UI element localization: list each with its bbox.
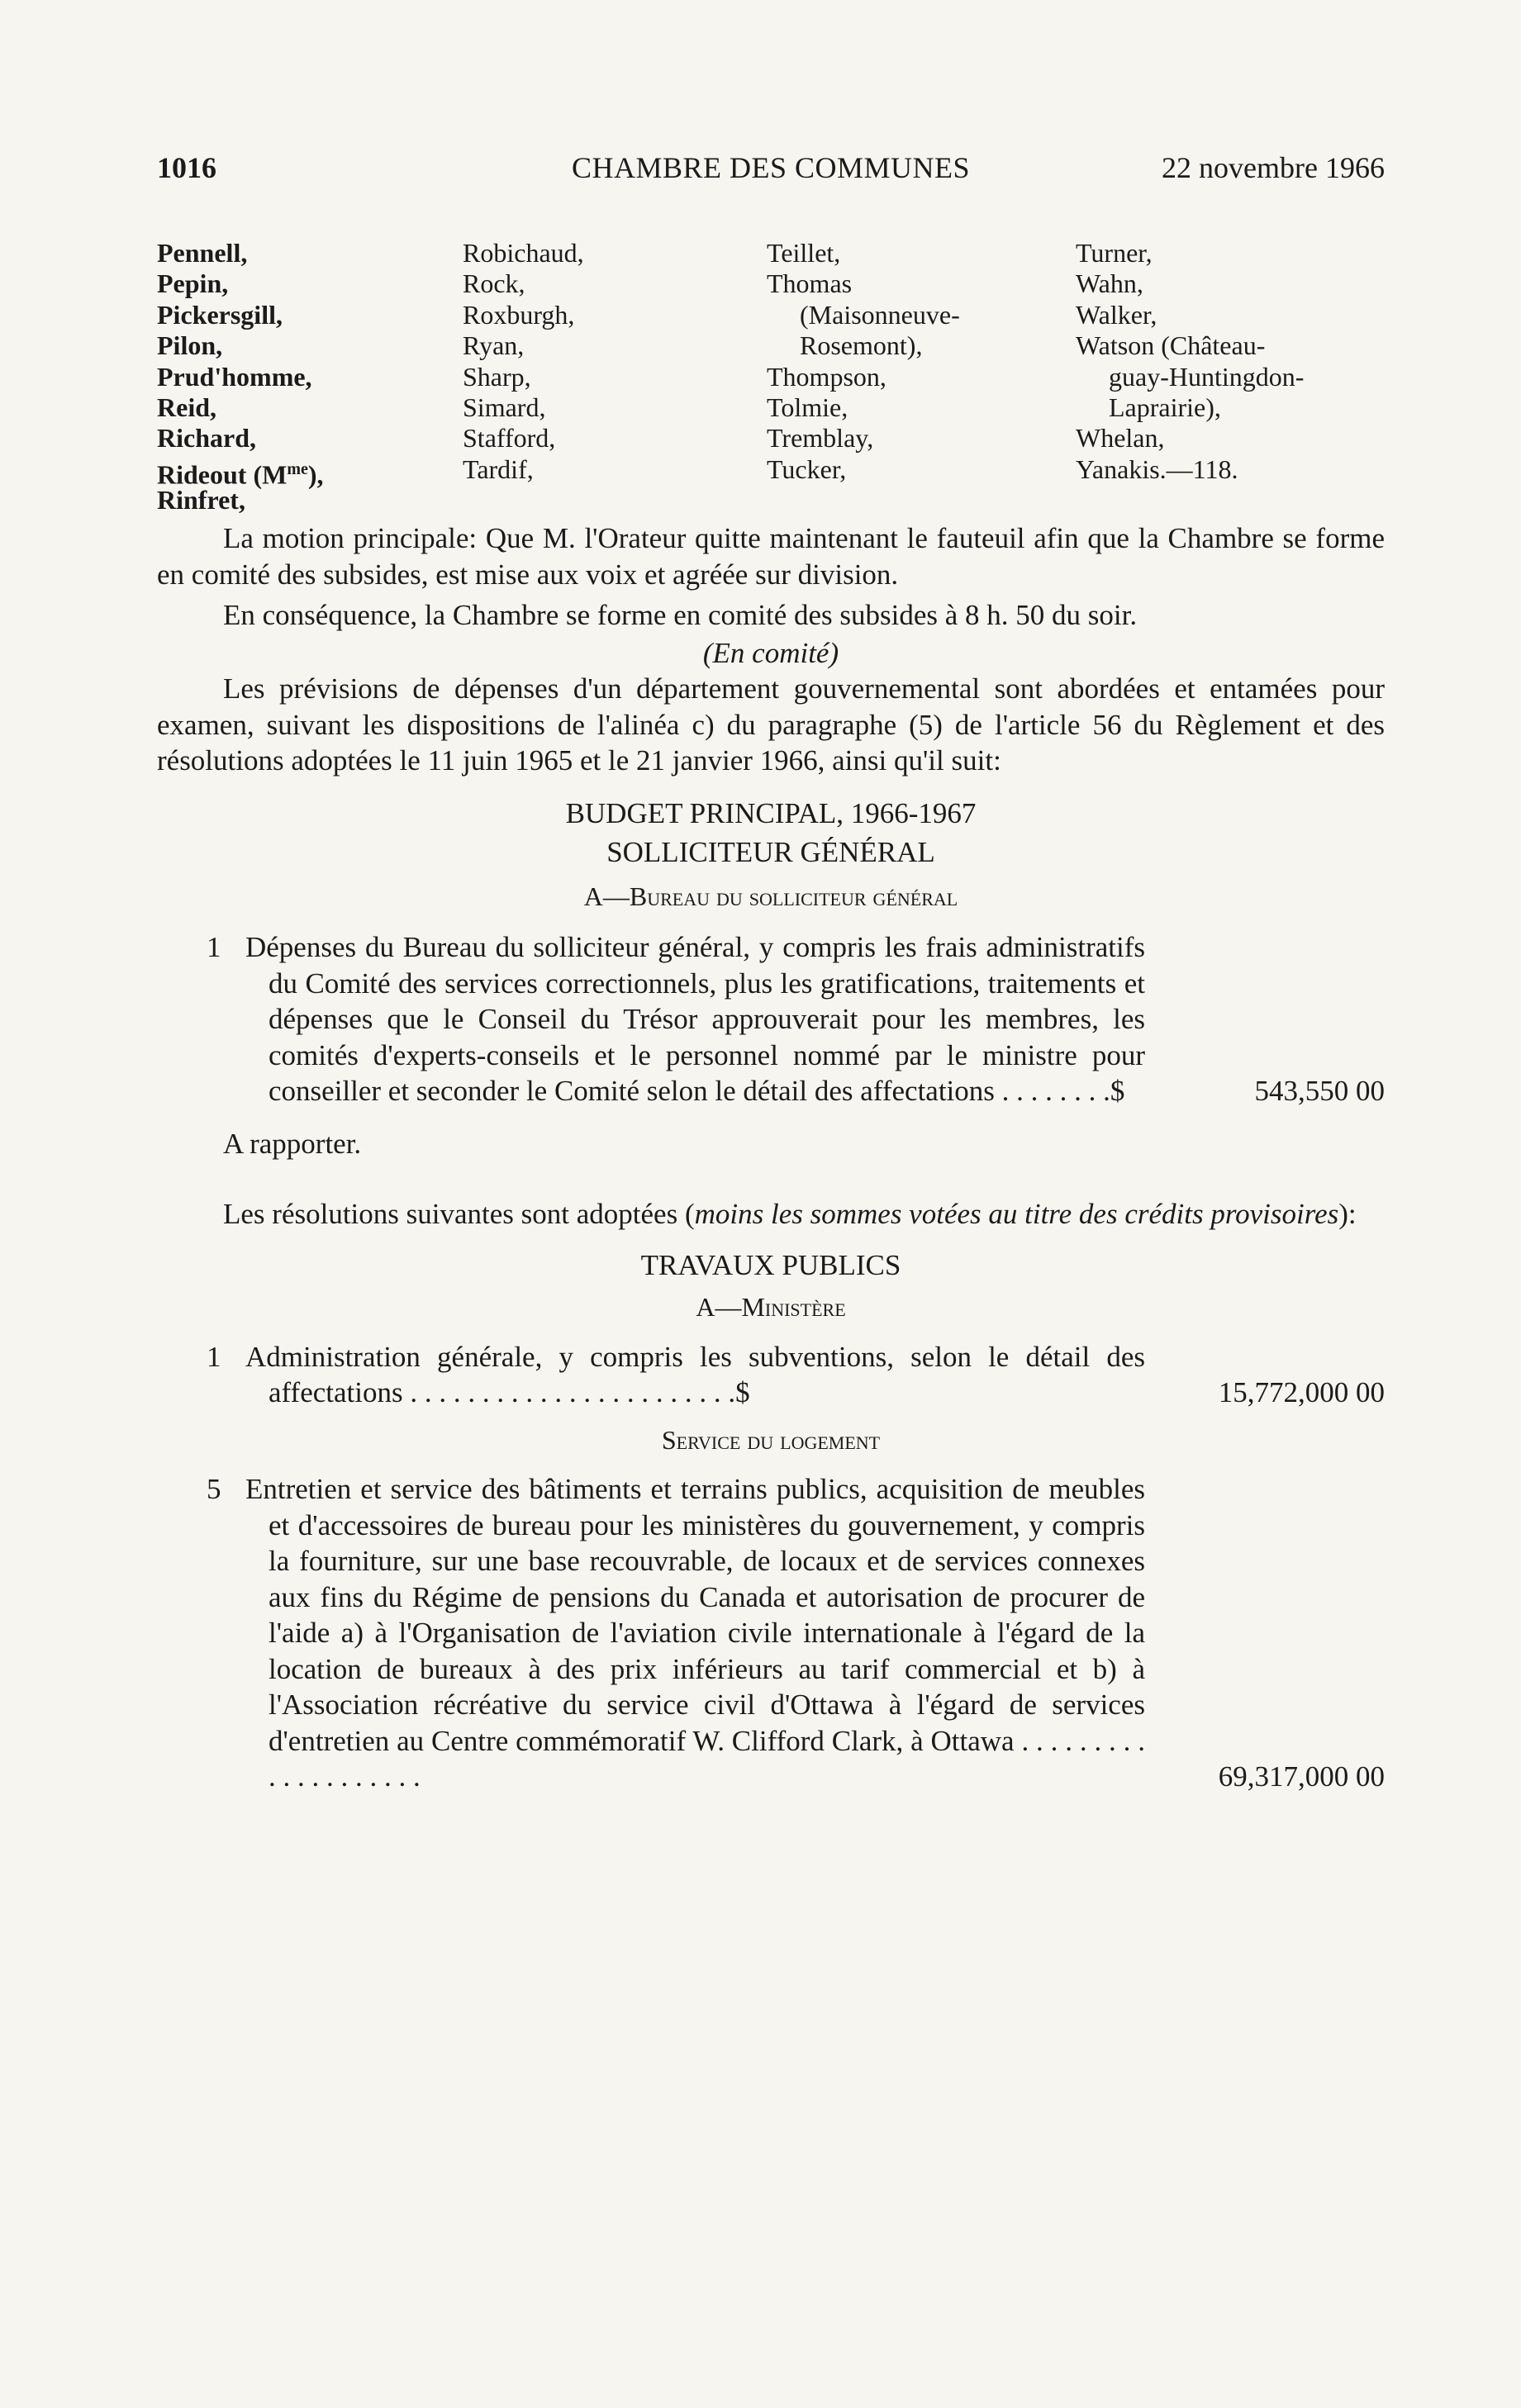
member-name: Turner, xyxy=(1076,238,1153,268)
vote-item-2 xyxy=(157,1339,1385,1411)
member-name: Rideout $(M^{me})$, xyxy=(157,459,324,490)
vote-description: Administration générale, y compris les subventions, selon le détail des affectations . . . . . . . . . . . . . . . . . . . . . . .$ xyxy=(245,1340,1145,1408)
travaux-heading: TRAVAUX PUBLICS xyxy=(640,1248,901,1281)
paragraph-motion: La motion principale: Que M. l'Orateur quitte maintenant le fauteuil afin que la Chambre se forme en comité des subsides, est mise aux voix et agréée sur division. xyxy=(157,522,1385,591)
member-name: Pennell, xyxy=(157,238,248,268)
page-header xyxy=(157,150,1385,197)
vote-description: Entretien et service des bâtiments et terrains publics, acquisition de meubles et d'accessoires de bureau pour les ministères du gouvernement, y compris la fourniture, sur une base recouvrable, de locaux et de services connexes aux fins du Régime de pensions du Canada et autorisation de procurer de l'aide a) à l'Organisation de l'aviation civile internationale à l'égard de la location de bureaux à des prix inférieurs au tarif commercial et b) à l'Association récréative du service civil d'Ottawa à l'égard de services d'entretien au Centre commémoratif W. Clifford Clark, à Ottawa . . . . . . . . . . . . . . . . . . . . xyxy=(245,1473,1145,1793)
member-name: Pickersgill, xyxy=(157,299,283,330)
paragraph-resolutions: Les résolutions suivantes sont adoptées (moins les sommes votées au titre des crédits provisoires): xyxy=(223,1198,1357,1230)
budget-heading: BUDGET PRINCIPAL, 1966-1967 xyxy=(565,796,977,829)
names-column-1 xyxy=(157,238,324,516)
en-comite-heading: (En comité) xyxy=(702,636,839,669)
member-name: Pepin, xyxy=(157,268,229,299)
member-name: Robichaud, xyxy=(463,238,584,268)
member-name: (Maisonneuve- xyxy=(800,299,960,330)
solliciteur-heading: SOLLICITEUR GÉNÉRAL xyxy=(606,836,935,868)
paragraph-estimates: Les prévisions de dépenses d'un département gouvernemental sont abordées et entamées pour examen, suivant les dispositions de l'alinéa c) du paragraphe (5) de l'article 56 du Règlement et des résolutions adoptées le 11 juin 1965 et le 21 janvier 1966, ainsi qu'il suit: xyxy=(157,672,1385,777)
member-name: Teillet, xyxy=(767,238,841,268)
member-name: Richard, xyxy=(157,423,256,454)
vote-number: 1 xyxy=(207,1340,221,1373)
paragraph-rapporter: A rapporter. xyxy=(223,1127,362,1160)
member-name: Simard, xyxy=(463,392,546,422)
member-name: Watson (Château- xyxy=(1076,330,1266,361)
names-column-3 xyxy=(767,238,960,485)
member-name: Sharp, xyxy=(463,361,531,392)
member-name: Tucker, xyxy=(767,454,847,484)
member-name: Whelan, xyxy=(1076,423,1165,454)
member-name: Thomas xyxy=(767,268,853,299)
vote-item-5 xyxy=(157,1471,1385,1795)
vote-amount: 69,317,000 00 xyxy=(1218,1760,1385,1793)
vote-item-1 xyxy=(157,929,1385,1109)
member-name: Walker, xyxy=(1076,299,1157,330)
vote-number: 1 xyxy=(207,931,221,963)
member-name: Prud'homme, xyxy=(157,361,312,392)
member-name: Pilon, xyxy=(157,330,223,361)
member-name: Laprairie), xyxy=(1109,392,1221,422)
member-name: Ryan, xyxy=(463,330,525,361)
page-title: CHAMBRE DES COMMUNES xyxy=(571,151,971,184)
vote-amount: 15,772,000 00 xyxy=(1218,1376,1385,1408)
member-name: Tremblay, xyxy=(767,423,874,454)
names-column-4 xyxy=(1076,238,1304,485)
member-name: Rinfret, xyxy=(157,485,245,515)
member-name: Reid, xyxy=(157,392,216,422)
member-name: Tardif, xyxy=(463,454,534,484)
document-body xyxy=(157,520,1385,1795)
member-name: Stafford, xyxy=(463,423,556,454)
member-name: Wahn, xyxy=(1076,268,1143,299)
page-date: 22 novembre 1966 xyxy=(1162,151,1385,184)
paragraph-committee: En conséquence, la Chambre se forme en comité des subsides à 8 h. 50 du soir. xyxy=(223,599,1138,631)
vote-description: Dépenses du Bureau du solliciteur général, y compris les frais administratifs du Comité des services correctionnels, plus les gratifications, traitements et dépenses que le Conseil du Trésor approuverait pour les membres, les comités d'experts-conseils et le personnel nommé par le ministre pour conseiller et seconder le Comité selon le détail des affectations . . . . . . . .$ xyxy=(245,931,1145,1107)
page-number: 1016 xyxy=(157,151,216,184)
member-name: Yanakis.—118. xyxy=(1076,454,1238,484)
vote-amount: 543,550 00 xyxy=(1254,1075,1385,1107)
member-name: Thompson, xyxy=(767,361,886,392)
member-name: Rock, xyxy=(463,268,525,299)
names-column-2 xyxy=(463,238,584,485)
bureau-subheading: A—Bureau du solliciteur général xyxy=(583,881,958,911)
ministere-subheading: A—Ministère xyxy=(696,1292,846,1322)
member-name: Rosemont), xyxy=(800,330,923,361)
member-name: Roxburgh, xyxy=(463,299,575,330)
logement-subheading: Service du logement xyxy=(661,1424,881,1455)
vote-number: 5 xyxy=(207,1473,221,1505)
member-name: Tolmie, xyxy=(767,392,848,422)
member-name: guay-Huntingdon- xyxy=(1109,361,1305,392)
